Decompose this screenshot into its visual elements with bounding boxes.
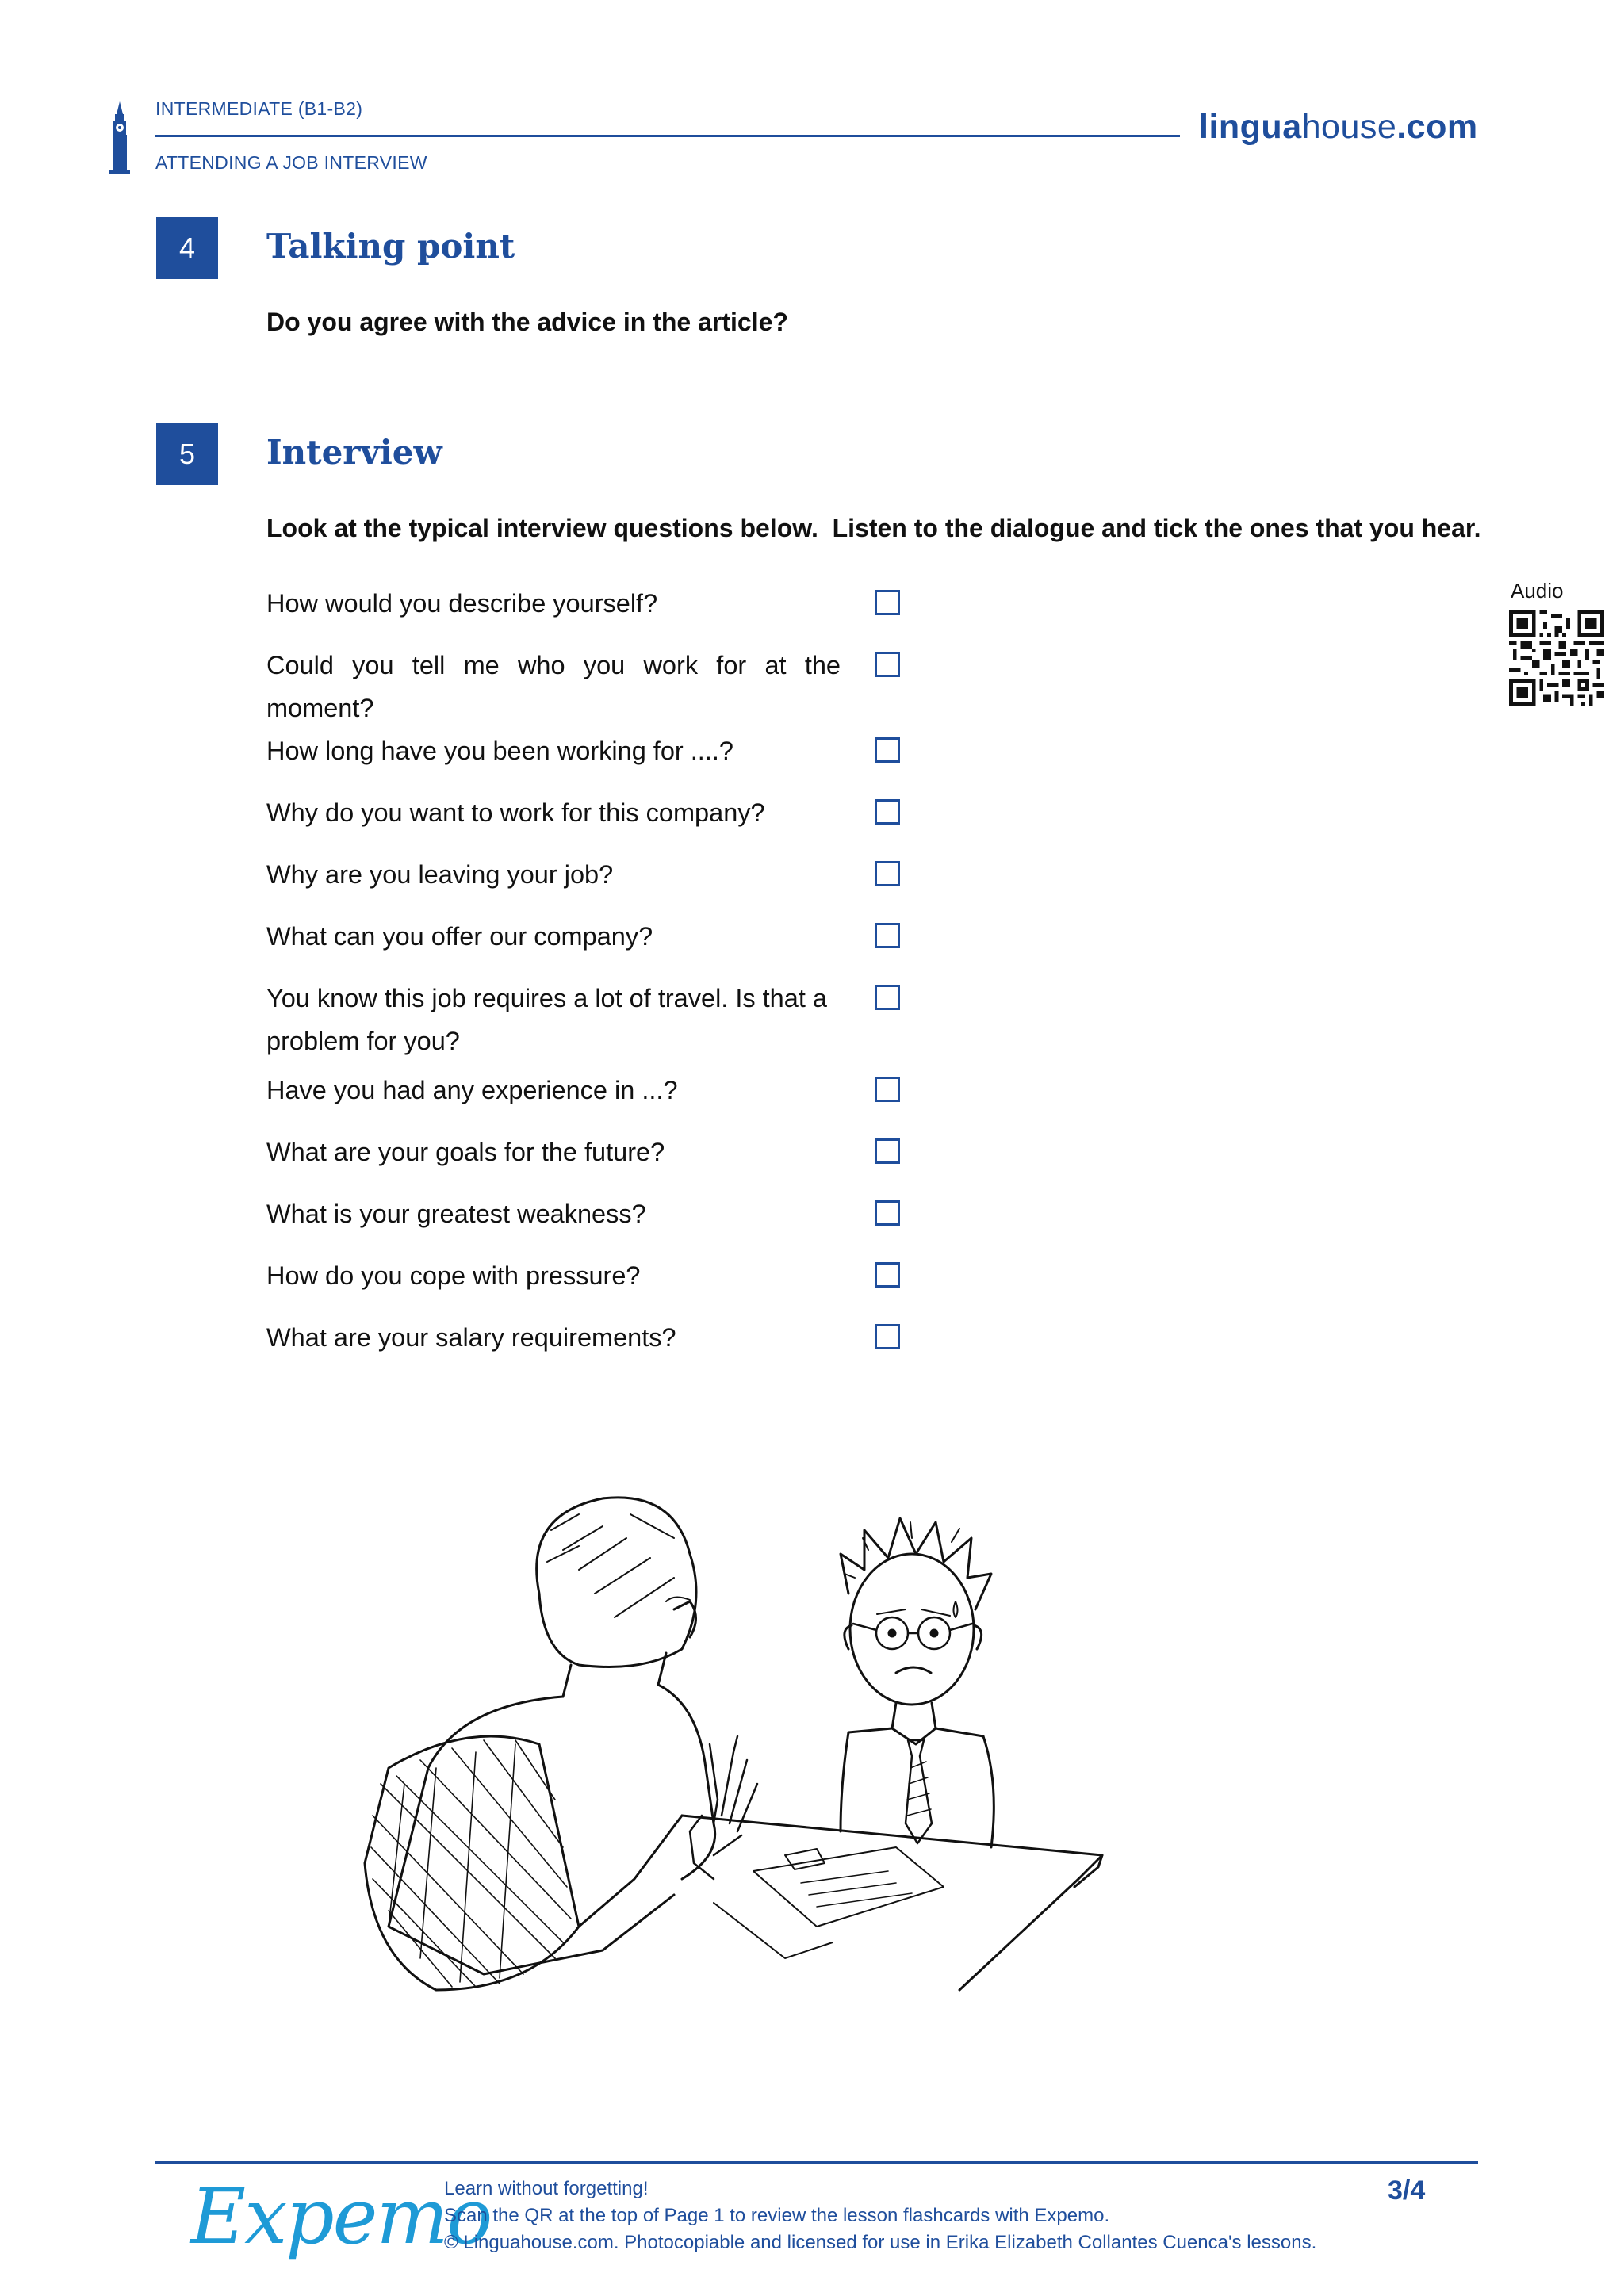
linguahouse-logo[interactable] — [1199, 108, 1478, 147]
section-title-interview: Interview — [266, 433, 442, 472]
checkbox-question-3[interactable] — [875, 737, 900, 763]
talking-point-prompt: Do you agree with the advice in the article? — [266, 308, 788, 336]
section-number-4: 4 — [156, 217, 218, 279]
checkbox-question-2[interactable] — [875, 652, 900, 677]
question-11: How do you cope with pressure? — [266, 1261, 641, 1290]
footer-qr-instruction: Scan the QR at the top of Page 1 to review the lesson flashcards with Expemo. — [444, 2205, 1110, 2226]
checkbox-question-5[interactable] — [875, 861, 900, 886]
question-4: Why do you want to work for this company? — [266, 798, 765, 827]
question-2: Could you tell me who you work for at the moment? — [266, 651, 841, 722]
checkbox-question-9[interactable] — [875, 1138, 900, 1164]
question-1: How would you describe yourself? — [266, 589, 658, 618]
checkbox-question-4[interactable] — [875, 799, 900, 825]
section-number-5: 5 — [156, 423, 218, 485]
logo-part-house: house — [1301, 108, 1397, 146]
question-10: What is your greatest weakness? — [266, 1200, 646, 1228]
question-3: How long have you been working for ....? — [266, 737, 733, 765]
question-7: You know this job requires a lot of travel. Is that a problem for you? — [266, 984, 827, 1055]
audio-label: Audio — [1511, 579, 1564, 603]
logo-part-tld: .com — [1396, 108, 1478, 146]
question-6: What can you offer our company? — [266, 922, 653, 951]
lesson-title: ATTENDING A JOB INTERVIEW — [155, 152, 427, 173]
checkbox-question-6[interactable] — [875, 923, 900, 948]
job-interview-illustration — [341, 1483, 1118, 2006]
checkbox-question-1[interactable] — [875, 590, 900, 615]
header-divider — [155, 135, 1180, 137]
checkbox-question-10[interactable] — [875, 1200, 900, 1226]
interview-instruction: Look at the typical interview questions below. Listen to the dialogue and tick the ones that you hear. — [266, 514, 1481, 542]
expemo-logo[interactable]: Expemo — [190, 2172, 492, 2261]
question-5: Why are you leaving your job? — [266, 860, 614, 889]
checkbox-question-7[interactable] — [875, 985, 900, 1010]
qr-code-icon[interactable] — [1509, 610, 1604, 706]
checkbox-question-12[interactable] — [875, 1324, 900, 1349]
logo-part-lingua: lingua — [1199, 108, 1302, 146]
checkbox-question-8[interactable] — [875, 1077, 900, 1102]
footer-tagline: Learn without forgetting! — [444, 2178, 649, 2199]
checkbox-question-11[interactable] — [875, 1262, 900, 1288]
footer-divider — [155, 2161, 1478, 2164]
question-12: What are your salary requirements? — [266, 1323, 676, 1352]
question-8: Have you had any experience in ...? — [266, 1076, 678, 1104]
course-level: INTERMEDIATE (B1-B2) — [155, 98, 363, 119]
section-title-talking-point: Talking point — [266, 227, 515, 266]
big-ben-tower-icon — [106, 101, 133, 174]
footer-copyright: © Linguahouse.com. Photocopiable and licensed for use in Erika Elizabeth Collantes Cuenca's lessons. — [444, 2232, 1317, 2253]
page-number: 3/4 — [1388, 2175, 1426, 2206]
question-9: What are your goals for the future? — [266, 1138, 665, 1166]
